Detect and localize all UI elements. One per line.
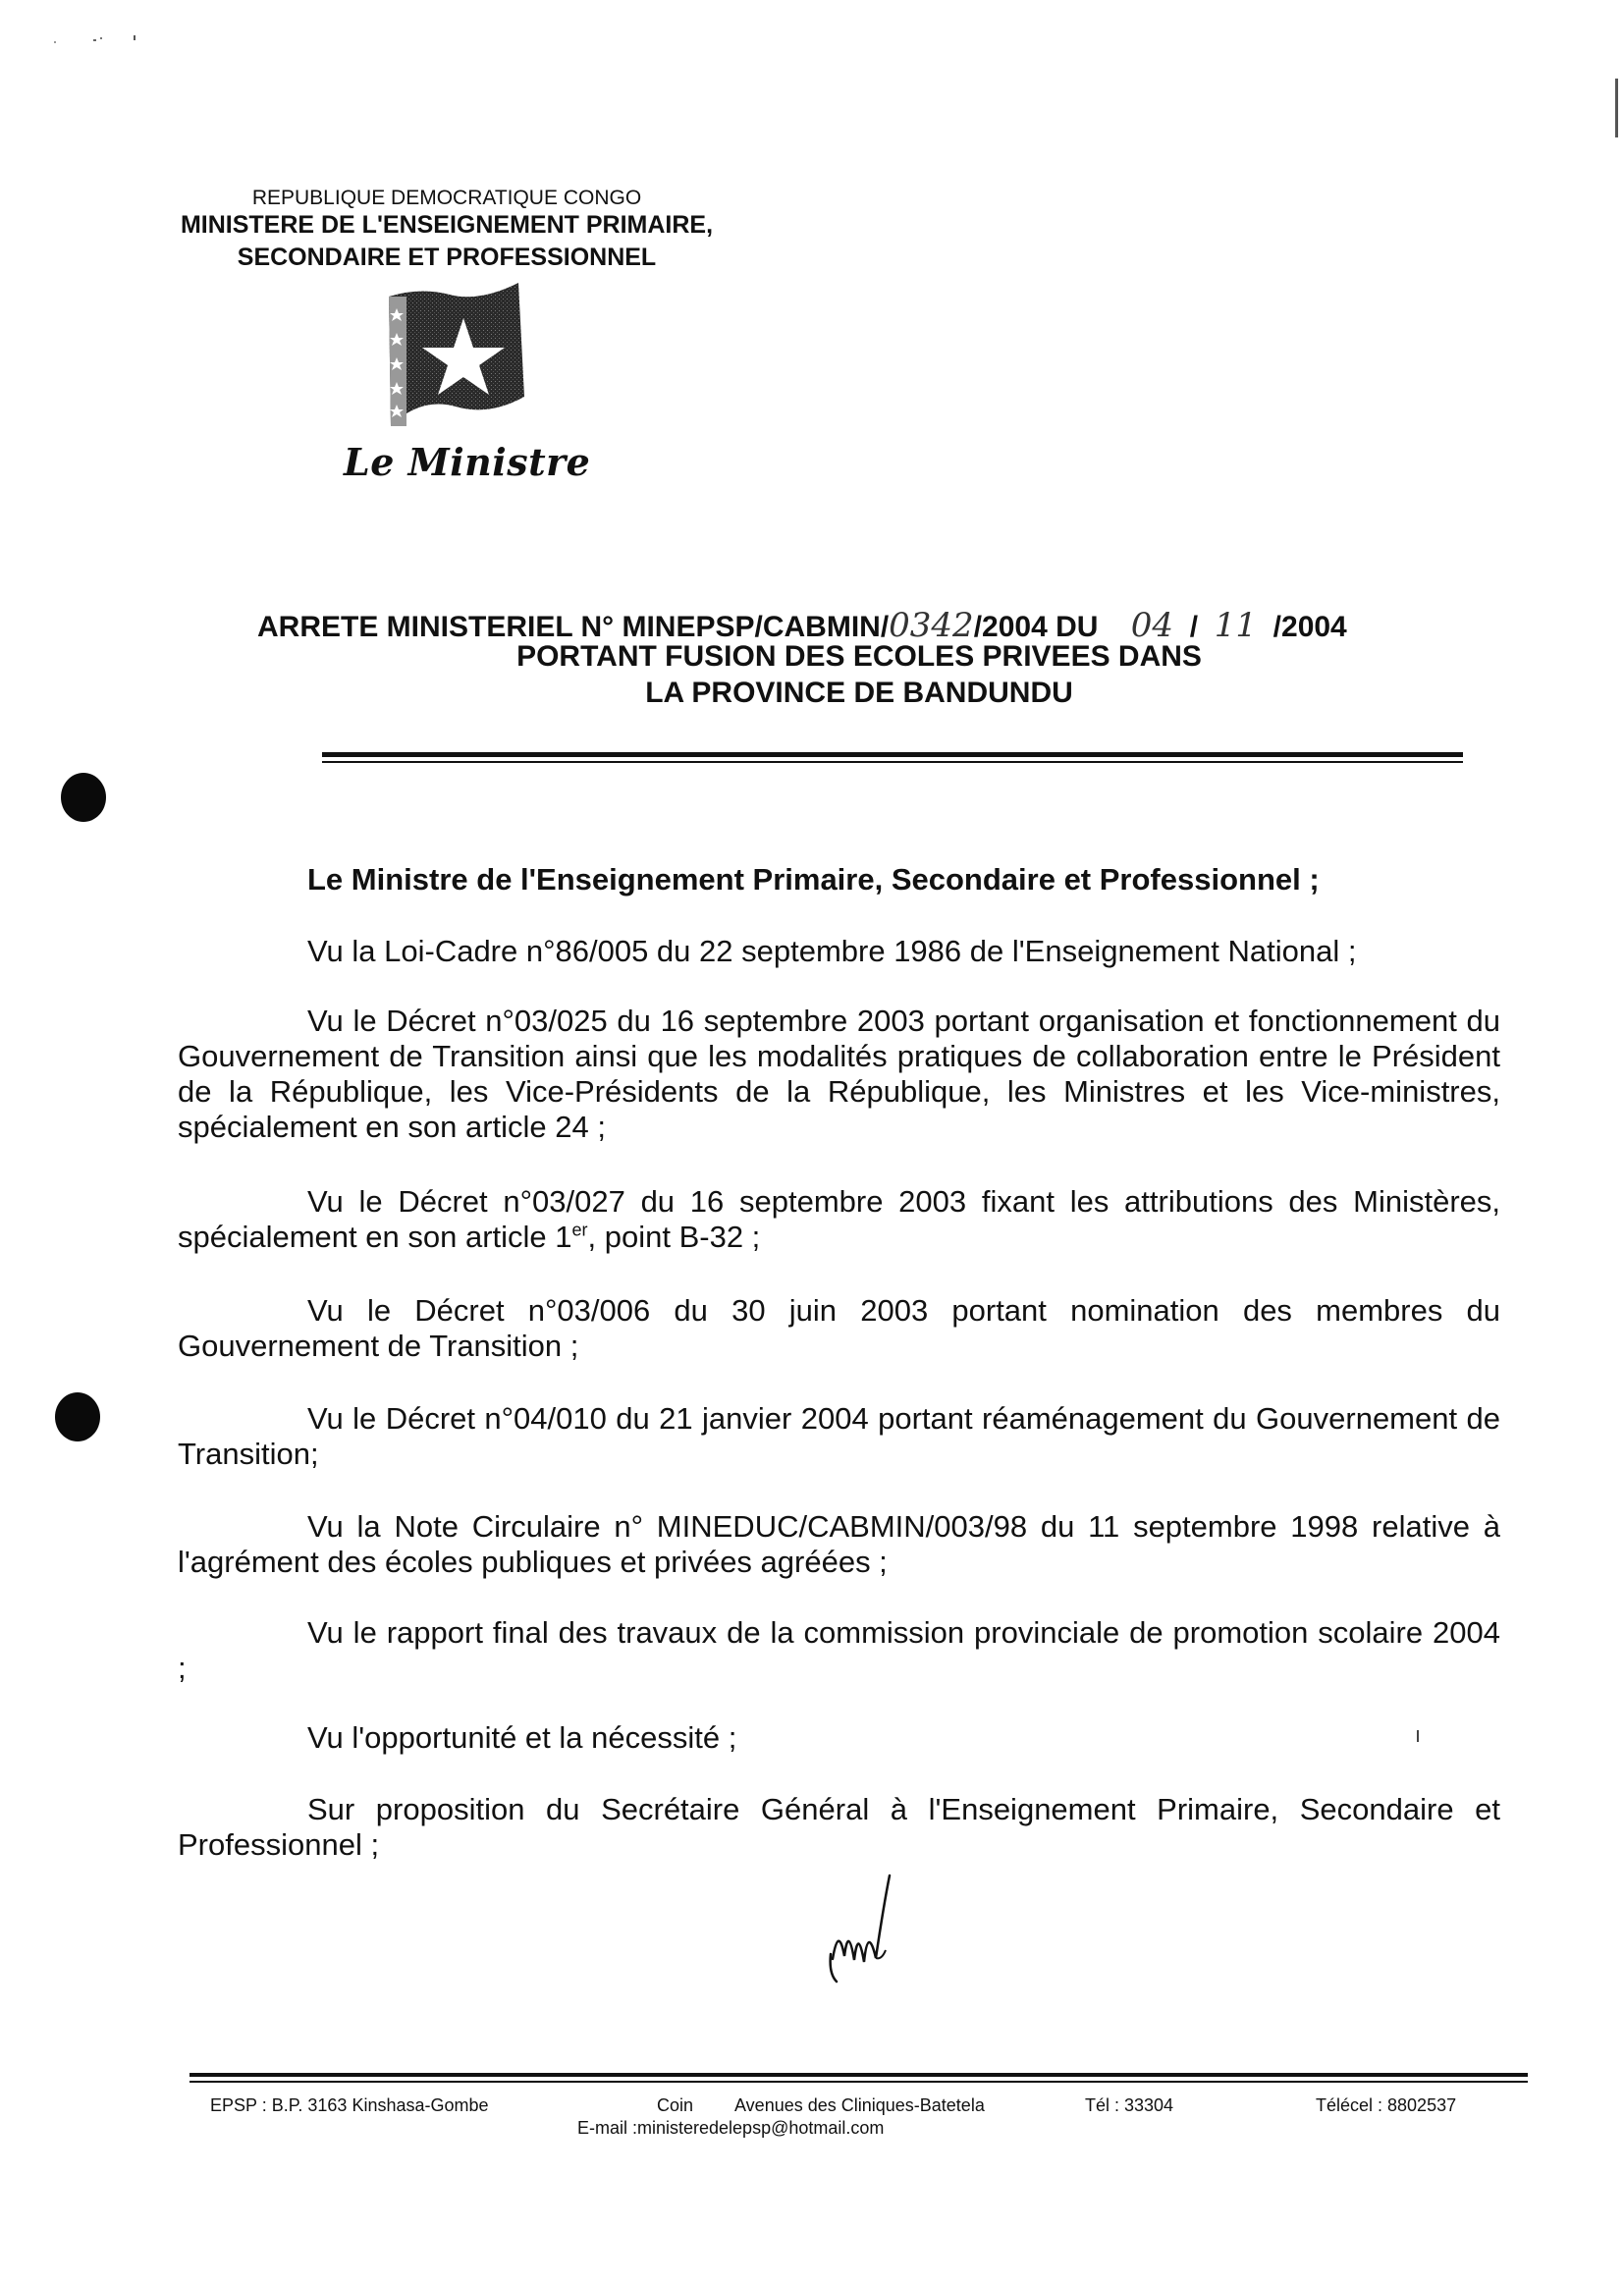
- handwritten-day: 04: [1130, 606, 1174, 645]
- footer-telecel: Télécel : 8802537: [1316, 2095, 1457, 2115]
- scan-edge-mark: [1615, 79, 1618, 137]
- title-rule-thick: [322, 752, 1463, 757]
- decree-number-prefix: ARRETE MINISTERIEL N° MINEPSP/CABMIN/: [257, 611, 890, 643]
- header-ministry-line1: MINISTERE DE L'ENSEIGNEMENT PRIMAIRE,: [180, 211, 714, 239]
- scan-speck-mark: [1417, 1730, 1419, 1742]
- decree-title-line1: [257, 606, 1347, 645]
- consideration-decret-04-010: Vu le Décret n°04/010 du 21 janvier 2004 portant réaménagement du Gouvernement de Transition;: [178, 1401, 1500, 1471]
- decree-title-line3: LA PROVINCE DE BANDUNDU: [645, 677, 1073, 709]
- punch-hole-top: [61, 773, 106, 822]
- decree-year: /2004 DU: [973, 611, 1099, 643]
- superscript-er: er: [571, 1220, 588, 1240]
- signature-title: Le Ministre: [344, 440, 591, 484]
- footer-address: EPSP : B.P. 3163 Kinshasa-Gombe: [210, 2095, 489, 2115]
- punch-hole-bottom: [55, 1392, 100, 1441]
- decree-date-year: /2004: [1272, 611, 1347, 643]
- footer-avenues: Avenues des Cliniques-Batetela: [734, 2095, 985, 2115]
- flag-star-emblem-icon: [381, 279, 530, 436]
- consideration-decret-03-027: [178, 1184, 1500, 1255]
- footer-rule-thick: [189, 2073, 1528, 2077]
- preamble-intro: Le Ministre de l'Enseignement Primaire, Secondaire et Professionnel ;: [307, 862, 1320, 897]
- consideration-decret-03-027-text: Vu le Décret n°03/027 du 16 septembre 2003 fixant les attributions des Ministères, spécialement en son article 1: [178, 1184, 1500, 1254]
- consideration-note-circulaire: Vu la Note Circulaire n° MINEDUC/CABMIN/003/98 du 11 septembre 1998 relative à l'agrément des écoles publiques et privées agréées ;: [178, 1509, 1500, 1579]
- footer-corner: Coin: [657, 2095, 694, 2115]
- footer-rule-thin: [189, 2081, 1528, 2083]
- consideration-loi-cadre: Vu la Loi-Cadre n°86/005 du 22 septembre 1986 de l'Enseignement National ;: [307, 934, 1357, 968]
- consideration-rapport-final: Vu le rapport final des travaux de la commission provinciale de promotion scolaire 2004 ;: [178, 1615, 1500, 1685]
- consideration-decret-03-006: Vu le Décret n°03/006 du 30 juin 2003 portant nomination des membres du Gouvernement de Transition ;: [178, 1293, 1500, 1363]
- initials-signature-icon: [825, 1866, 913, 1993]
- header-ministry-line2: SECONDAIRE ET PROFESSIONNEL: [237, 244, 657, 271]
- footer-telephone: Tél : 33304: [1085, 2095, 1174, 2115]
- handwritten-month: 11: [1214, 606, 1257, 645]
- consideration-decret-03-025: Vu le Décret n°03/025 du 16 septembre 2003 portant organisation et fonctionnement du Gouvernement de Transition ainsi que les modalités pratiques de collaboration entre le Président de la République, les Vice-Présidents de la République, les Ministres et les Vice-ministres, spécialement en son article 24 ;: [178, 1004, 1500, 1144]
- scan-speck-marks: [49, 29, 147, 59]
- consideration-proposition: Sur proposition du Secrétaire Général à l'Enseignement Primaire, Secondaire et Professionnel ;: [178, 1792, 1500, 1862]
- decree-title-line2: PORTANT FUSION DES ECOLES PRIVEES DANS: [516, 640, 1202, 673]
- consideration-decret-03-027-end: , point B-32 ;: [587, 1220, 761, 1254]
- footer-email: E-mail :ministeredelepsp@hotmail.com: [577, 2118, 885, 2138]
- title-rule-thin: [322, 761, 1463, 763]
- header-country: REPUBLIQUE DEMOCRATIQUE CONGO: [251, 187, 642, 209]
- date-separator: /: [1189, 611, 1199, 643]
- handwritten-decree-number: 0342: [889, 606, 974, 645]
- consideration-opportunite: Vu l'opportunité et la nécessité ;: [307, 1720, 737, 1755]
